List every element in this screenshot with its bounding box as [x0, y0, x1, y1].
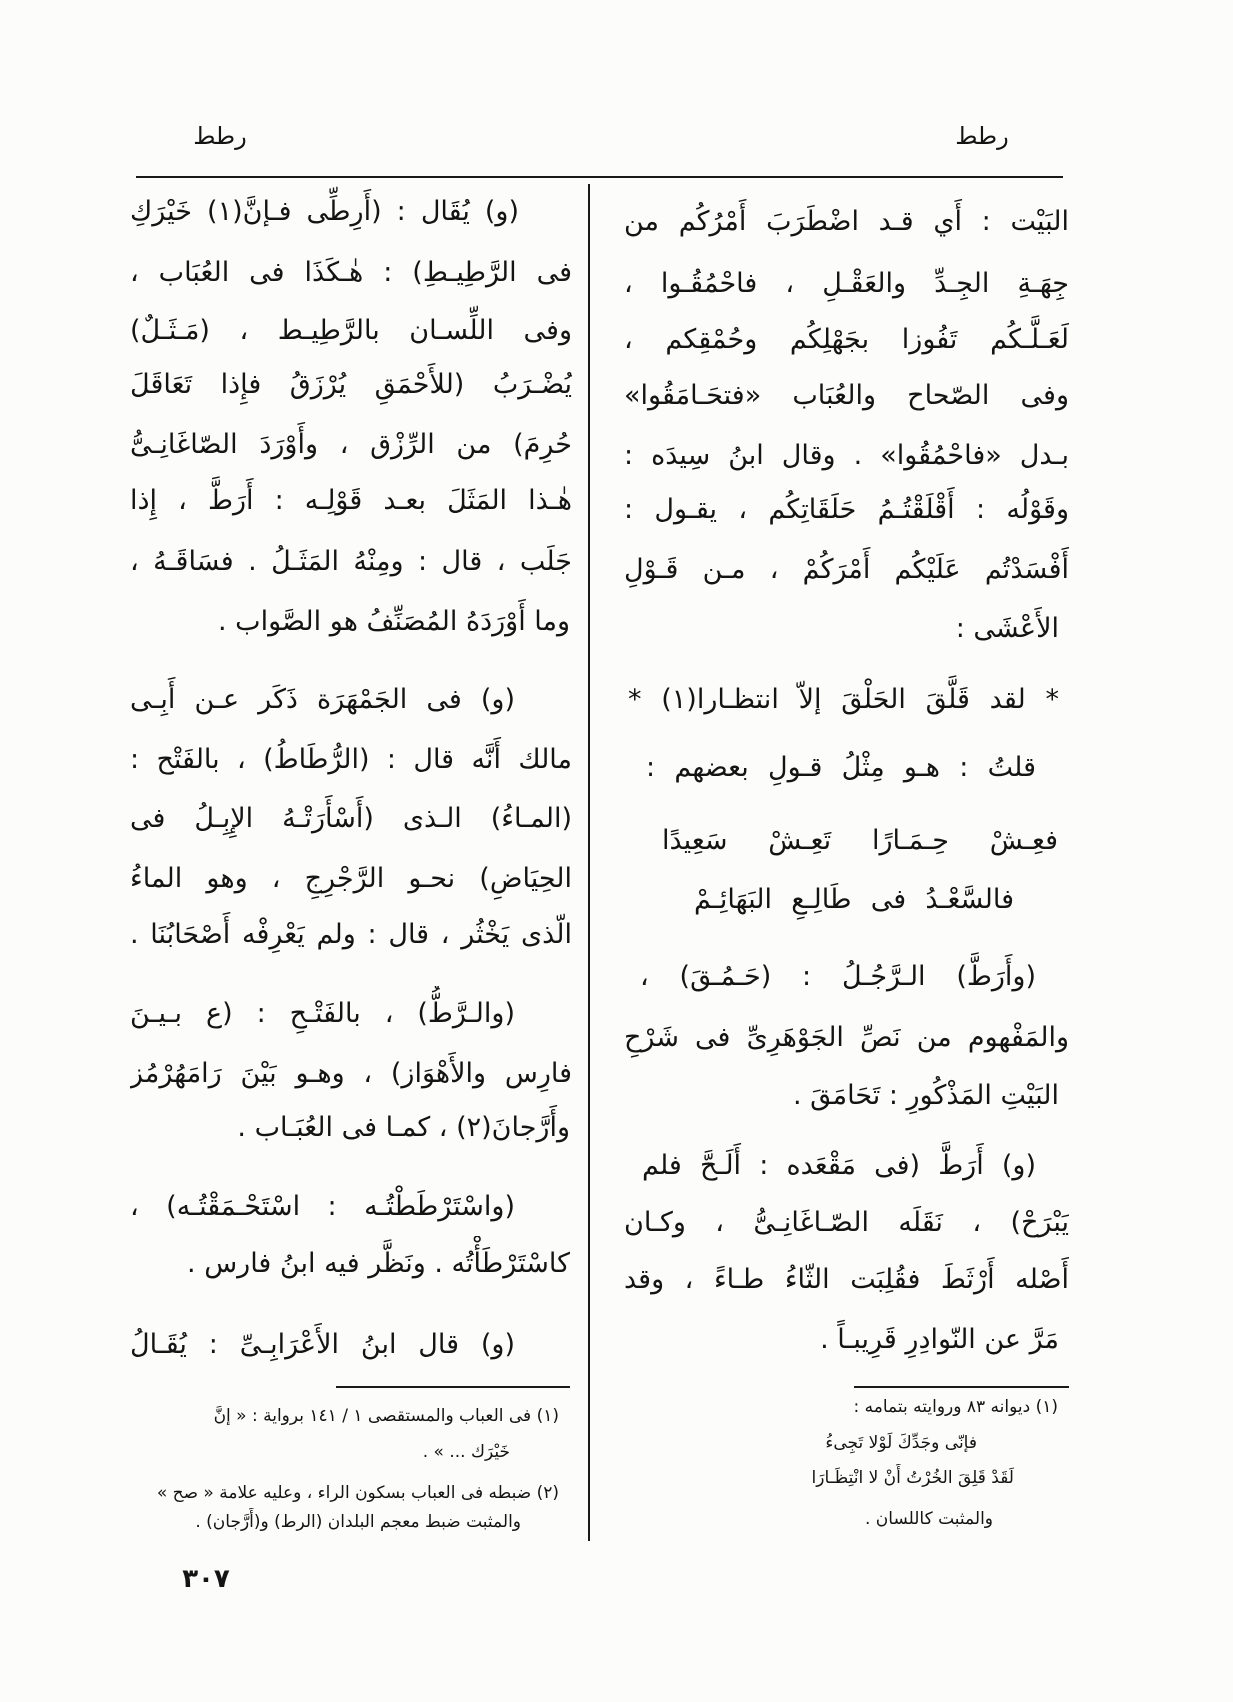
text-line: والمَفْهوم من نَصِّ الجَوْهَرِىِّ فى شَرْحِ: [624, 1022, 1069, 1053]
text-line: وقَوْلُه : أَقْلَقْتُـمُ حَلَقَاتِكُم ، يقـول :: [624, 494, 1069, 525]
footnote-line: (١) فى العباب والمستقصى ١ / ١٤١ برواية : « إنَّ: [213, 1406, 559, 1426]
text-line: البَيْت : أَي قـد اضْطَرَبَ أَمْرُكُم من: [624, 206, 1069, 237]
text-line: (واسْتَرْطَطْتُـه : اسْتَحْـمَقْتُـه) ،: [130, 1191, 515, 1222]
footnote-line: (٢) ضبطه فى العباب بسكون الراء ، وعليه علامة « صح »: [156, 1483, 559, 1503]
text-line: وأَرَّجانَ(٢) ، كمـا فى العُبَـاب .: [237, 1112, 570, 1143]
text-line: (وأَرَطَّ) الـرَّجُـلُ : (حَـمُـقَ) ،: [640, 961, 1036, 992]
text-line: (والـرَّطُّ) ، بالفَتْـحِ : (ع بـيـنَ: [130, 998, 515, 1029]
text-line: الّذى يَخْثُر ، قال : ولم يَعْرِفْه أَصْحَابُنَا .: [130, 919, 572, 950]
text-line: (و) فى الجَمْهَرَة ذَكَر عـن أَبِـى: [130, 684, 515, 715]
text-line: جَلَب ، قال : ومِنْهُ المَثَـلُ . فسَاقَـهُ ،: [130, 546, 572, 577]
text-line: وفى اللِّسـان بالرَّطِيـط ، (مَـثَـلٌ): [130, 315, 572, 346]
text-line: حُرِمَ) من الرِّزْق ، وأَوْرَدَ الصّاغَانِـىُّ: [130, 429, 572, 460]
text-line: وفى الصّحاح والعُبَاب «فتحَـامَقُوا»: [624, 380, 1069, 411]
text-line: فى الرَّطِيـطِ) : هٰـكَذَا فى العُبَاب ،: [130, 257, 572, 288]
column-divider: [588, 184, 590, 1541]
right-column: [624, 0, 1069, 1702]
text-line: فارِس والأَهْوَاز) ، وهـو بَيْنَ رَامَهُرْمُز: [130, 1058, 572, 1089]
footnote-line: (١) ديوانه ٨٣ وروايته بتمامه :: [853, 1397, 1058, 1417]
text-line: مَرَّ عن النّوادِرِ قَرِيبـاً .: [820, 1324, 1059, 1355]
text-line: جِهَـةِ الجِـدِّ والعَقْـلِ ، فاحْمُقُـوا ،: [624, 268, 1069, 299]
text-line: لَعَـلَّـكُم تَفُوزا بجَهْلِكُم وحُمْقِكم ،: [624, 324, 1069, 355]
footnote-verse-line: لَقَدْ قَلِقَ الخُرْتُ أَنْ لا انْتِظَـارَا: [811, 1468, 1014, 1488]
text-line: بـدل «فاحْمُقُوا» . وقال ابنُ سِيدَه :: [624, 440, 1069, 471]
text-line: (و) قال ابنُ الأَعْرَابِـىِّ : يُقَـالُ: [130, 1329, 515, 1360]
verse-line: فالسَّعْـدُ فى طَالِـعِ البَهَائِـمْ: [694, 884, 1014, 915]
verse-line: فعِـشْ حِـمَـارًا تَعِـشْ سَعِيدًا: [662, 825, 1058, 856]
footnote-rule: [854, 1386, 1069, 1388]
text-line: هٰـذا المَثَلَ بعـد قَوْلِـه : أَرَطَّ ، إِذا: [130, 485, 572, 516]
text-line: (و) يُقَال : (أَرِطِّى فـإنَّ(١) خَيْرَكِ: [130, 196, 519, 227]
text-line: مالك أَنَّه قال : (الرُّطَاطُ) ، بالفَتْح :: [130, 744, 572, 775]
running-header-left: رطط: [193, 122, 247, 150]
left-column: [130, 0, 572, 1702]
text-line: (و) أَرَطَّ (فى مَقْعَده : أَلَـحَّ فلم: [642, 1150, 1036, 1181]
text-line: أَصْله أَرْثَطَ فقُلِبَت الثّاءُ طـاءً ، وقد: [624, 1264, 1069, 1295]
text-line: الحِيَاضِ) نحـو الرَّجْرِجِ ، وهو الماءُ: [130, 863, 572, 894]
footnote-line: خَيْرَك ... » .: [422, 1442, 510, 1462]
verse-line: * لقد قَلَّقَ الحَلْقَ إلاّ انتظـارا(١) *: [628, 684, 1059, 715]
footnote-verse-line: فإنّى وجَدِّكَ لَوْلا تَجِىءُ: [825, 1433, 977, 1453]
page-number: ٣٠٧: [182, 1564, 230, 1594]
running-header-right: رطط: [955, 122, 1009, 150]
text-line: يُضْـرَبُ (للأَحْمَقِ يُرْزَقُ فإِذا تَعَاقَلَ: [130, 369, 572, 400]
text-line: (المـاءُ) الـذى (أَسْأَرَتْـهُ الإِبِـلُ فى: [130, 803, 572, 834]
footnote-line: والمثبت ضبط معجم البلدان (الرط) و(أَرَّجان) .: [195, 1512, 521, 1532]
text-line: قلتُ : هـو مِثْلُ قـولِ بعضهم :: [646, 752, 1036, 783]
text-line: الأَعْشَى :: [955, 613, 1059, 644]
text-line: أَفْسَدْتُم عَلَيْكُم أَمْرَكُمْ ، مـن قَـوْلِ: [624, 554, 1069, 585]
text-line: وما أَوْرَدَهُ المُصَنِّفُ هو الصَّواب .: [217, 606, 570, 637]
text-line: البَيْتِ المَذْكُورِ : تَحَامَقَ .: [792, 1080, 1059, 1111]
text-line: كاسْتَرْطَأْتُه . ونَظَّر فيه ابنُ فارس .: [187, 1248, 570, 1279]
footnote-rule: [336, 1386, 570, 1388]
text-line: يَبْرَحْ) ، نَقَلَه الصّـاغَانِـىُّ ، وكـان: [624, 1207, 1069, 1238]
footnote-line: والمثبت كاللسان .: [864, 1509, 993, 1529]
